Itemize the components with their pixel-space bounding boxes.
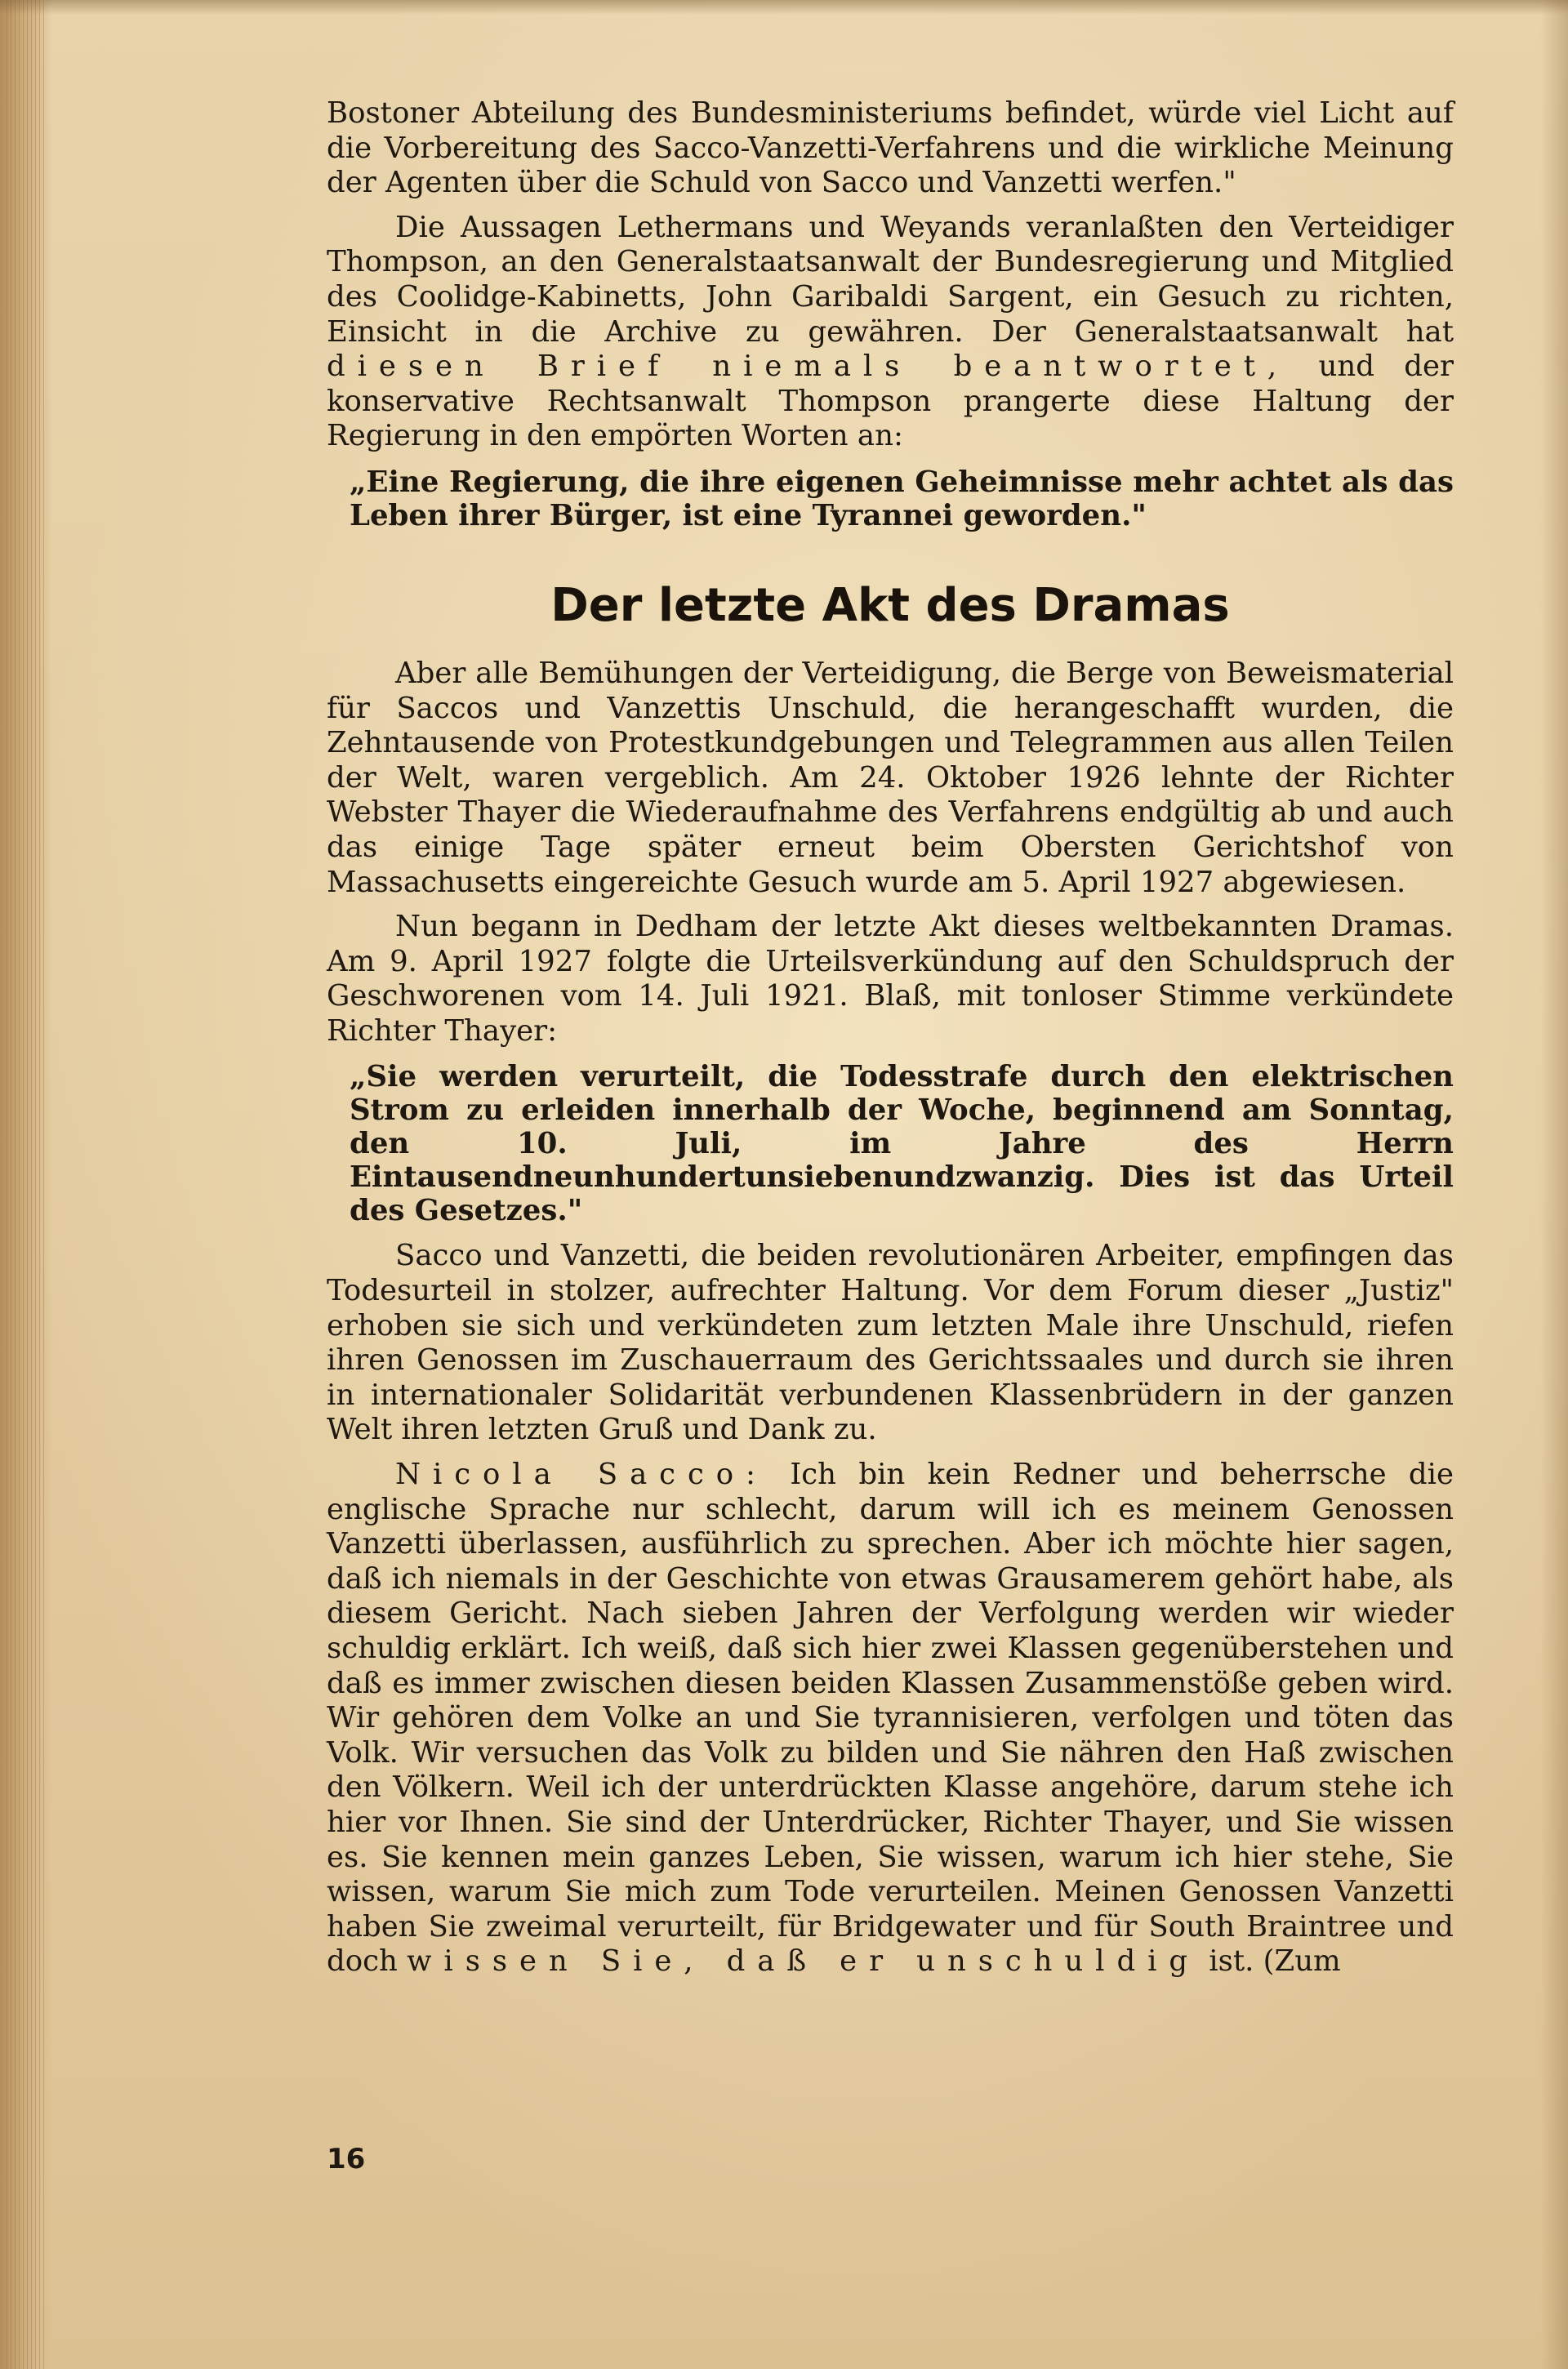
paragraph-efforts-futile: Aber alle Bemühungen der Verteidigung, die Berge von Beweismaterial für Saccos und Vanzettis Unschuld, die herangeschafft wurden, die Zehntausende von Protestkundgebungen und Telegrammen aus allen Teilen der Welt, waren vergeblich. Am 24. Oktober 1926 lehnte der Richter Webster Thayer die Wiederaufnahme des Verfahrens endgültig ab und auch das einige Tage später erneut beim Obersten Gerichtshof von Massachusetts eingereichte Gesuch wurde am 5. April 1927 abgewiesen. (327, 656, 1454, 899)
block-quote-verdict: „Sie werden verurteilt, die Todesstrafe durch den elektrischen Strom zu erleiden innerhalb der Woche, beginnend am Sonntag, den 10. Juli, im Jahre des Herrn Eintausendneunhundertunsiebenundzwanzig. Dies ist das Urteil des Gesetzes." (350, 1060, 1454, 1228)
paragraph-last-act: Nun begann in Dedham der letzte Akt dieses weltbekannten Dramas. Am 9. April 1927 folgte die Urteilsverkündung auf den Schuldspruch der Geschworenen vom 14. Juli 1921. Blaß, mit tonloser Stimme verkündete Richter Thayer: (327, 910, 1454, 1048)
paragraph-sacco-speech (327, 1458, 1454, 1979)
paragraph-text: Ich bin kein Redner und beherrsche die englische Sprache nur schlecht, darum will ich es meinem Genossen Vanzetti überlassen, ausführlich zu sprechen. Aber ich möchte hier sagen, daß ich niemals in der Geschichte von etwas Grausamerem gehört habe, als diesem Gericht. Nach sieben Jahren der Verfolgung werden wir wieder schuldig erklärt. Ich weiß, daß sich hier zwei Klassen gegenüberstehen und daß es immer zwischen diesen beiden Klassen Zusammenstöße geben wird. Wir gehören dem Volke an und Sie tyrannisieren, verfolgen und töten das Volk. Wir versuchen das Volk zu bilden und Sie nähren den Haß zwischen den Völkern. Weil ich der unterdrückten Klasse angehöre, darum stehe ich hier vor Ihnen. Sie sind der Unterdrücker, Richter Thayer, und Sie wissen es. Sie kennen mein ganzes Leben, Sie wissen, warum ich hier stehe, Sie wissen, warum Sie mich zum Tode verurteilen. Meinen Genossen Vanzetti haben Sie zweimal verurteilt, für Bridgewater und für South Braintree und doch (327, 1458, 1454, 1979)
paragraph-defendants-response: Sacco und Vanzetti, die beiden revolutionären Arbeiter, empfingen das Todesurteil in stolzer, aufrechter Haltung. Vor dem Forum dieser „Justiz" erhoben sie sich und verkündeten zum letzten Male ihre Unschuld, riefen ihren Genossen im Zuschauerraum des Gerichtssaales und durch sie ihren in internationaler Solidarität verbundenen Klassenbrüdern in der ganzen Welt ihren letzten Gruß und Dank zu. (327, 1239, 1454, 1447)
page-stack-lines (7, 0, 44, 2369)
page-number: 16 (327, 2143, 366, 2175)
right-shadow (1540, 0, 1568, 2369)
spaced-emphasis: diesen Brief niemals beantwortet, (327, 350, 1290, 384)
paragraph-continuation: Bostoner Abteilung des Bundesministeriums befindet, würde viel Licht auf die Vorbereitung des Sacco-Vanzetti-Verfahrens und die wirkliche Meinung der Agenten über die Schuld von Sacco und Vanzetti werfen." (327, 96, 1454, 200)
top-shadow (0, 0, 1568, 15)
block-quote-thompson: „Eine Regierung, die ihre eigenen Geheimnisse mehr achtet als das Leben ihrer Bürger, ist eine Tyrannei geworden." (350, 465, 1454, 532)
text-column (327, 96, 1454, 1979)
spaced-emphasis: wissen Sie, daß er unschuldig (407, 1944, 1200, 1979)
paragraph-text: und der konservative Rechtsanwalt Thompson prangerte diese Haltung der Regierung in den empörten Worten an: (327, 350, 1454, 453)
paragraph-thompson-request (327, 211, 1454, 454)
section-heading: Der letzte Akt des Dramas (550, 578, 1230, 632)
paragraph-text: Die Aussagen Lethermans und Weyands veranlaßten den Verteidiger Thompson, an den Generalstaatsanwalt der Bundesregierung und Mitglied des Coolidge-Kabinetts, John Garibaldi Sargent, ein Gesuch zu richten, Einsicht in die Archive zu gewähren. Der Generalstaatsanwalt hat (327, 210, 1454, 349)
paragraph-text: ist. (Zum (1199, 1944, 1341, 1979)
speaker-name: Nicola Sacco: (395, 1458, 768, 1492)
